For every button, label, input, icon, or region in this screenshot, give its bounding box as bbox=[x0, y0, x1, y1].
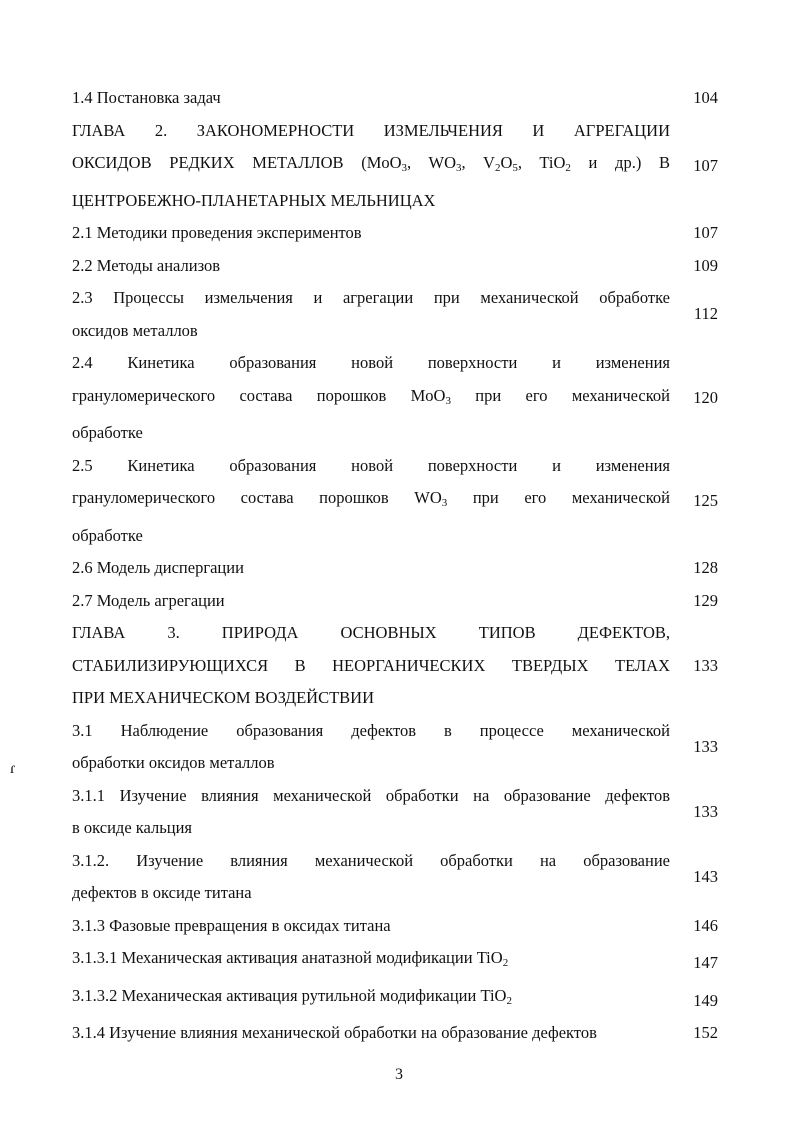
toc-entry-3-1-1 bbox=[72, 780, 718, 845]
toc-entry-title bbox=[72, 115, 670, 218]
toc-entry-line: грануломерического состава порошков $WO_3$ при его механической bbox=[72, 488, 670, 509]
toc-entry-line: 2.7 Модель агрегации bbox=[72, 590, 225, 610]
toc-entry-3-1-4 bbox=[72, 1017, 718, 1050]
toc-entry-page: 112 bbox=[693, 304, 718, 324]
toc-entry-page: 107 bbox=[693, 223, 718, 242]
toc-entry-line: 3.1.3.1 Механическая активация анатазной модификации TiO$_2$ bbox=[72, 948, 509, 969]
toc-entry-2-4 bbox=[72, 347, 718, 450]
toc-entry-2-7 bbox=[72, 585, 718, 618]
toc-entry-title bbox=[72, 617, 670, 715]
toc-entry-line: 2.3 Процессы измельчения и агрегации при механической обработке bbox=[72, 288, 670, 307]
toc-entry-page: 152 bbox=[693, 1023, 718, 1042]
toc-entry-title bbox=[72, 82, 670, 115]
toc-entry-page: 133 bbox=[693, 655, 718, 675]
toc-entry-2-5 bbox=[72, 450, 718, 553]
toc-entry-title bbox=[72, 942, 670, 980]
toc-entry-page: 120 bbox=[693, 388, 718, 407]
toc-entry-line: ПРИ МЕХАНИЧЕСКОМ ВОЗДЕЙСТВИИ bbox=[72, 688, 375, 707]
toc-entry-page: 129 bbox=[693, 590, 718, 610]
toc-entry-title bbox=[72, 282, 670, 347]
toc-entry-title bbox=[72, 347, 670, 450]
toc-entry-line: ОКСИДОВ РЕДКИХ МЕТАЛЛОВ (MoO$_3$, $WO_3$, $V_2O_5$, TiO$_2$ и др.) В bbox=[72, 153, 670, 174]
toc-entry-page: 143 bbox=[693, 866, 718, 886]
toc-entry-line: 1.4 Постановка задач bbox=[72, 88, 221, 107]
toc-entry-page: 147 bbox=[693, 953, 718, 972]
toc-entry-title bbox=[72, 845, 670, 910]
toc-entry-2-3 bbox=[72, 282, 718, 347]
toc-entry-line: 2.2 Методы анализов bbox=[72, 255, 221, 275]
toc-entry-2-2 bbox=[72, 250, 718, 283]
toc-entry-page: 133 bbox=[693, 736, 718, 756]
toc-entry-line: 2.1 Методики проведения экспериментов bbox=[72, 223, 362, 242]
toc-entry-line: грануломерического состава порошков MoO$_3$ при его механической bbox=[72, 385, 670, 407]
toc-entry-title bbox=[72, 910, 670, 943]
toc-entry-title bbox=[72, 980, 670, 1018]
toc-entry-line: 3.1 Наблюдение образования дефектов в процессе механической bbox=[72, 720, 670, 740]
toc-entry-line: ЦЕНТРОБЕЖНО-ПЛАНЕТАРНЫХ МЕЛЬНИЦАХ bbox=[72, 190, 436, 210]
toc-entry-line: ГЛАВА 2. ЗАКОНОМЕРНОСТИ ИЗМЕЛЬЧЕНИЯ И АГРЕГАЦИИ bbox=[72, 120, 670, 140]
toc-entry-2-6 bbox=[72, 552, 718, 585]
toc-entry-page: 125 bbox=[693, 490, 718, 510]
toc-entry-page: 149 bbox=[693, 990, 718, 1010]
toc-entry-line: в оксиде кальция bbox=[72, 818, 193, 837]
toc-entry-line: 3.1.1 Изучение влияния механической обработки на образование дефектов bbox=[72, 785, 670, 805]
toc-entry-title bbox=[72, 217, 670, 250]
toc-entry-3-1-3-1 bbox=[72, 942, 718, 980]
toc-entry-line: СТАБИЛИЗИРУЮЩИХСЯ В НЕОРГАНИЧЕСКИХ ТВЕРДЫХ ТЕЛАХ bbox=[72, 655, 670, 675]
toc-entry-3-1-2 bbox=[72, 845, 718, 910]
toc-entry-line: обработки оксидов металлов bbox=[72, 753, 275, 772]
toc-entry-title bbox=[72, 780, 670, 845]
toc-entry-page: 109 bbox=[693, 255, 718, 275]
toc-entry-line: обработке bbox=[72, 423, 143, 442]
toc-entry-title bbox=[72, 715, 670, 780]
page-number: 3 bbox=[395, 1066, 403, 1083]
toc-entry-3-1 bbox=[72, 715, 718, 780]
toc-entry-line: 3.1.3 Фазовые превращения в оксидах титана bbox=[72, 915, 391, 935]
toc-entry-line: дефектов в оксиде титана bbox=[72, 883, 252, 902]
toc-entry-ch3 bbox=[72, 617, 718, 715]
toc-entry-3-1-3-2 bbox=[72, 980, 718, 1018]
toc-entry-3-1-3 bbox=[72, 910, 718, 943]
toc-entry-title bbox=[72, 450, 670, 553]
toc-entry-line: 2.6 Модель диспергации bbox=[72, 558, 244, 577]
toc-entry-line: оксидов металлов bbox=[72, 320, 198, 340]
toc-entry-title bbox=[72, 585, 670, 618]
toc-entry-1-4 bbox=[72, 82, 718, 115]
toc-entry-page: 104 bbox=[693, 88, 718, 107]
toc-entry-line: 3.1.3.2 Механическая активация рутильной модификации TiO$_2$ bbox=[72, 985, 512, 1007]
toc-entry-line: обработке bbox=[72, 525, 143, 545]
toc-entry-title bbox=[72, 1017, 670, 1050]
toc-entry-page: 128 bbox=[693, 558, 718, 577]
toc-entry-2-1 bbox=[72, 217, 718, 250]
toc-entry-line: 3.1.2. Изучение влияния механической обработки на образование bbox=[72, 850, 670, 870]
toc-entry-ch2 bbox=[72, 115, 718, 218]
toc-entry-page: 146 bbox=[693, 915, 718, 935]
toc-entry-title bbox=[72, 250, 670, 283]
toc-entry-page: 133 bbox=[693, 801, 718, 821]
toc-entry-line: 2.4 Кинетика образования новой поверхности и изменения bbox=[72, 353, 670, 372]
toc-entry-line: 2.5 Кинетика образования новой поверхности и изменения bbox=[72, 455, 670, 475]
toc-entry-page: 107 bbox=[693, 155, 718, 175]
toc-entry-line: 3.1.4 Изучение влияния механической обработки на образование дефектов bbox=[72, 1023, 597, 1042]
table-of-contents bbox=[72, 82, 718, 1050]
toc-entry-title bbox=[72, 552, 670, 585]
toc-entry-line: ГЛАВА 3. ПРИРОДА ОСНОВНЫХ ТИПОВ ДЕФЕКТОВ, bbox=[72, 623, 670, 642]
margin-mark: ɾ bbox=[10, 760, 16, 777]
